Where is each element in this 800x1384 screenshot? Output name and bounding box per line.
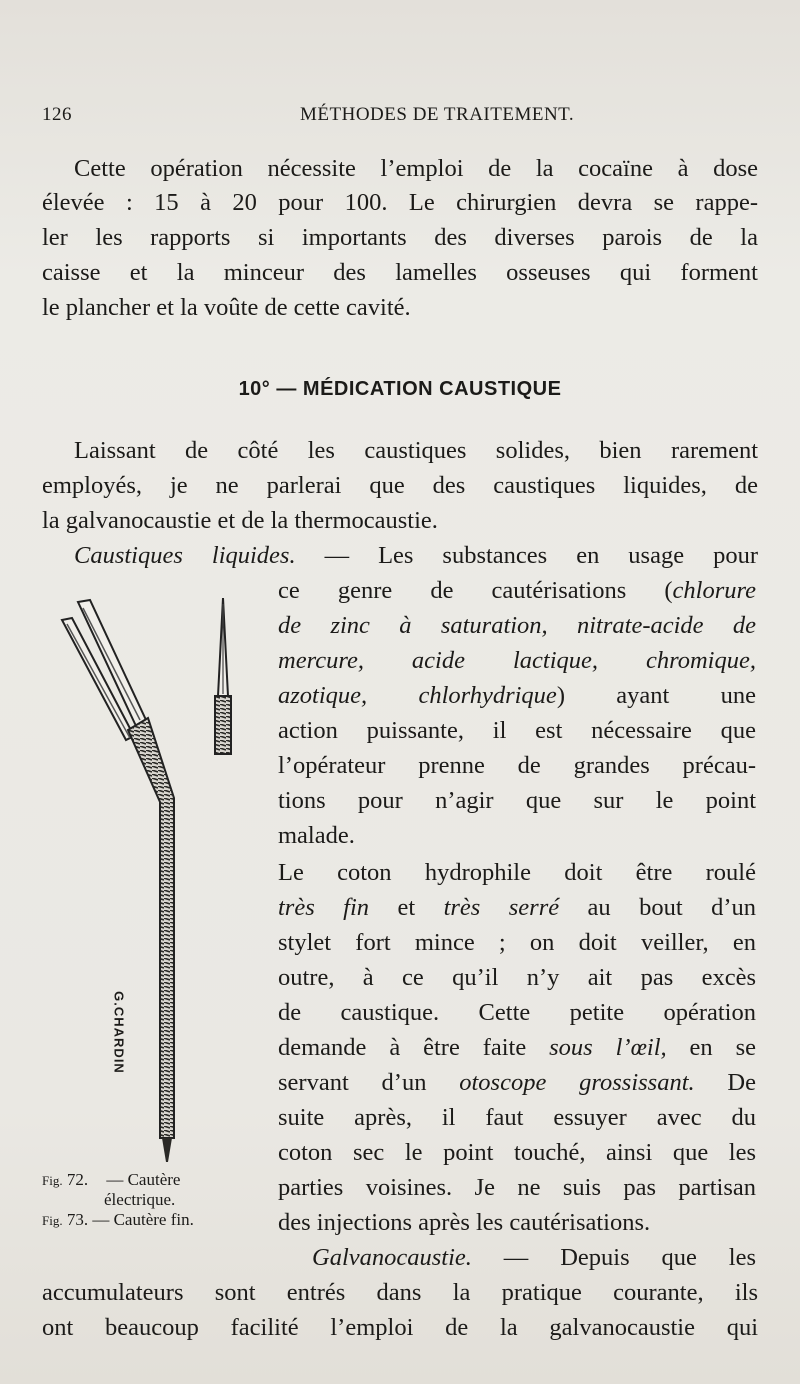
text-line: mercure, acide lactique, chromique, [278, 647, 756, 674]
italic-run: Caustiques liquides. [74, 542, 296, 569]
fig-label: Fig. [42, 1173, 63, 1188]
fine-cautery-illustration [208, 596, 238, 760]
italic-run: chlorure [672, 577, 756, 604]
italic-run: azotique, chlorhydrique [278, 682, 557, 709]
text-line: de zinc à saturation, nitrate-acide de [278, 612, 756, 639]
text-line: Cette opération nécessite l’emploi de la cocaïne à dose [74, 155, 758, 182]
figure-caption-72 [42, 1170, 180, 1190]
fig-title: — Cautère fin. [92, 1210, 194, 1229]
text-line: élevée : 15 à 20 pour 100. Le chirurgien devra se rappe- [42, 189, 758, 216]
italic-run: très fin [278, 894, 370, 921]
text-line: accumulateurs sont entrés dans la pratique courante, ils [42, 1279, 758, 1306]
text-line: l’opérateur prenne de grandes précau- [278, 752, 756, 779]
italic-run: Galvanocaustie. [312, 1244, 472, 1271]
text-run: De [694, 1069, 756, 1096]
section-heading: 10° — MÉDICATION CAUSTIQUE [238, 378, 562, 400]
text-line: coton sec le point touché, ainsi que les [278, 1139, 756, 1166]
text-run: demande à être faite [278, 1034, 550, 1061]
engraver-signature [109, 985, 129, 1085]
figure-caption-73 [42, 1210, 194, 1230]
text-run: en se [666, 1034, 756, 1061]
text-line: outre, à ce qu’il n’y ait pas excès [278, 964, 756, 991]
text-line: stylet fort mince ; on doit veiller, en [278, 929, 756, 956]
text-run: — Les substances en usage pour [295, 542, 758, 569]
text-line: Le coton hydrophile doit être roulé [278, 859, 756, 886]
text-run: — Depuis que les [471, 1244, 756, 1271]
figure-caption-72-cont: électrique. [104, 1190, 176, 1209]
italic-run: très serré [443, 894, 560, 921]
text-line: malade. [278, 822, 355, 849]
text-line: ont beaucoup facilité l’emploi de la galvanocaustie qui [42, 1314, 758, 1341]
text-run: au bout d’un [559, 894, 756, 921]
text-line [42, 539, 758, 573]
text-line [278, 1031, 756, 1065]
text-run: ce genre de cautérisations ( [278, 577, 673, 604]
fig-title: — Cautère [106, 1170, 181, 1189]
italic-run: otoscope grossissant. [459, 1069, 695, 1096]
text-line: tions pour n’agir que sur le point [278, 787, 756, 814]
fig-label: Fig. [42, 1213, 63, 1228]
text-line: action puissante, il est nécessaire que [278, 717, 756, 744]
text-line: le plancher et la voûte de cette cavité. [42, 294, 411, 321]
text-line [278, 1066, 756, 1100]
running-header [42, 104, 760, 134]
text-run: servant d’un [278, 1069, 460, 1096]
text-line: ler les rapports si importants des diverses parois de la [42, 224, 758, 251]
text-line: suite après, il faut essuyer avec du [278, 1104, 756, 1131]
text-line: caisse et la minceur des lamelles osseuses qui forment [42, 259, 758, 286]
text-line [278, 574, 756, 608]
italic-run: sous l’œil, [549, 1034, 667, 1061]
page-number: 126 [42, 104, 72, 125]
text-line: de caustique. Cette petite opération [278, 999, 756, 1026]
running-title: MÉTHODES DE TRAITEMENT. [300, 104, 575, 125]
text-line: Laissant de côté les caustiques solides, bien rarement [74, 437, 758, 464]
fig-number: 72. [66, 1170, 89, 1189]
text-line: parties voisines. Je ne suis pas partisan [278, 1174, 756, 1201]
text-line: la galvanocaustie et de la thermocaustie. [42, 507, 438, 534]
text-line: employés, je ne parlerai que des caustiques liquides, de [42, 472, 758, 499]
text-line [278, 891, 756, 925]
text-line [312, 1241, 756, 1275]
text-run: ) ayant une [556, 682, 756, 709]
text-run: et [369, 894, 444, 921]
text-line: des injections après les cautérisations. [278, 1209, 651, 1236]
fig-number: 73. [66, 1210, 89, 1229]
text-line [278, 679, 756, 713]
signature-text: G.CHARDIN [111, 991, 127, 1074]
